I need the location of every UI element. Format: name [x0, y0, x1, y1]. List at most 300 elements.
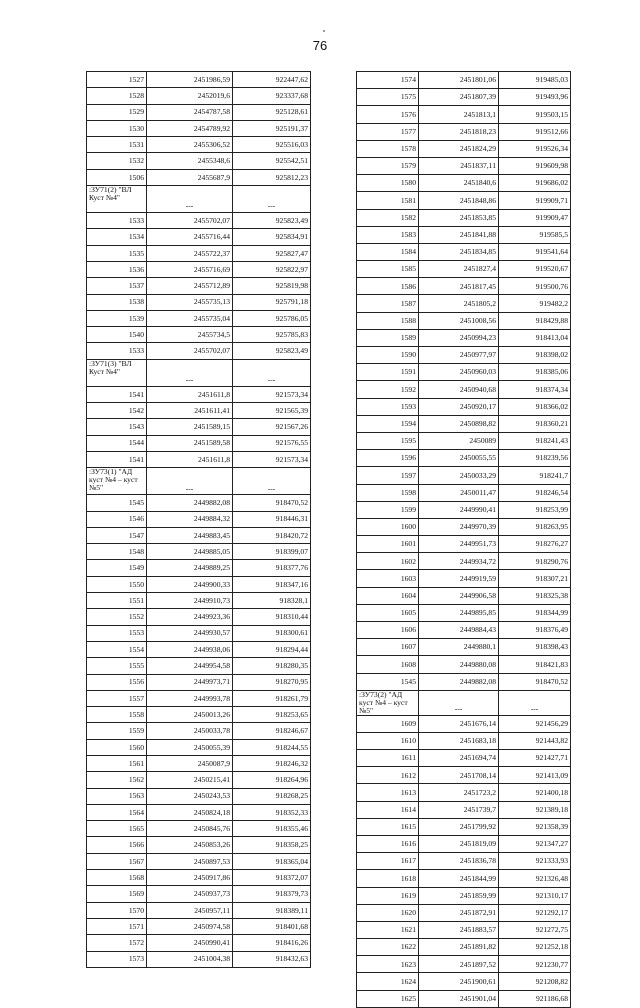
- x-coordinate-cell: 2450897,53: [147, 853, 233, 869]
- point-number-cell: 1559: [87, 723, 147, 739]
- y-coordinate-cell: ---: [233, 186, 311, 213]
- point-number-cell: 1528: [87, 88, 147, 104]
- y-coordinate-cell: 918376,49: [499, 622, 571, 639]
- point-number-cell: 1547: [87, 527, 147, 543]
- x-coordinate-cell: 2450920,17: [419, 398, 499, 415]
- x-coordinate-cell: 2451900,61: [419, 973, 499, 990]
- point-number-cell: 1598: [357, 484, 419, 501]
- x-coordinate-cell: 2450957,11: [147, 902, 233, 918]
- x-coordinate-cell: 2450055,39: [147, 739, 233, 755]
- point-number-cell: 1533: [87, 213, 147, 229]
- point-number-cell: 1542: [87, 403, 147, 419]
- table-row: [357, 243, 571, 260]
- point-number-cell: 1506: [87, 169, 147, 185]
- y-coordinate-cell: 918280,35: [233, 658, 311, 674]
- point-number-cell: 1603: [357, 570, 419, 587]
- x-coordinate-cell: 2449880,1: [419, 639, 499, 656]
- point-number-cell: 1560: [87, 739, 147, 755]
- y-coordinate-cell: 918253,99: [499, 501, 571, 518]
- x-coordinate-cell: 2449895,85: [419, 604, 499, 621]
- y-coordinate-cell: 925128,61: [233, 104, 311, 120]
- y-coordinate-cell: 918352,33: [233, 804, 311, 820]
- point-number-cell: 1566: [87, 837, 147, 853]
- x-coordinate-cell: 2451837,11: [419, 157, 499, 174]
- table-row: [87, 153, 311, 169]
- point-number-cell: 1602: [357, 553, 419, 570]
- y-coordinate-cell: 921565,39: [233, 403, 311, 419]
- point-number-cell: 1580: [357, 175, 419, 192]
- y-coordinate-cell: 918241,7: [499, 467, 571, 484]
- point-number-cell: 1619: [357, 887, 419, 904]
- x-coordinate-cell: 2451004,38: [147, 951, 233, 967]
- table-row: [87, 690, 311, 706]
- table-row: [357, 175, 571, 192]
- x-coordinate-cell: ---: [147, 186, 233, 213]
- y-coordinate-cell: 918470,52: [233, 495, 311, 511]
- table-row: [87, 576, 311, 592]
- y-coordinate-cell: 918470,52: [499, 673, 571, 690]
- x-coordinate-cell: 2451807,39: [419, 89, 499, 106]
- point-number-cell: 1555: [87, 658, 147, 674]
- point-number-cell: 1550: [87, 576, 147, 592]
- y-coordinate-cell: 918347,16: [233, 576, 311, 592]
- table-row: [357, 484, 571, 501]
- x-coordinate-cell: 2450937,73: [147, 886, 233, 902]
- x-coordinate-cell: 2450011,47: [419, 484, 499, 501]
- x-coordinate-cell: 2451805,2: [419, 295, 499, 312]
- y-coordinate-cell: 921230,77: [499, 956, 571, 973]
- table-row: [87, 739, 311, 755]
- table-row: [357, 72, 571, 89]
- point-number-cell: 1548: [87, 544, 147, 560]
- y-coordinate-cell: 918246,32: [233, 755, 311, 771]
- x-coordinate-cell: 2450033,29: [419, 467, 499, 484]
- x-coordinate-cell: 2451801,06: [419, 72, 499, 89]
- y-coordinate-cell: 918377,76: [233, 560, 311, 576]
- y-coordinate-cell: 921333,93: [499, 853, 571, 870]
- point-number-cell: 1552: [87, 609, 147, 625]
- x-coordinate-cell: 2450055,55: [419, 450, 499, 467]
- point-number-cell: 1541: [87, 451, 147, 467]
- y-coordinate-cell: 925786,05: [233, 310, 311, 326]
- section-header-row: [87, 468, 311, 495]
- point-number-cell: 1594: [357, 415, 419, 432]
- x-coordinate-cell: 2451844,99: [419, 870, 499, 887]
- y-coordinate-cell: 919541,64: [499, 243, 571, 260]
- x-coordinate-cell: 2450917,86: [147, 870, 233, 886]
- x-coordinate-cell: 2449906,58: [419, 587, 499, 604]
- point-number-cell: 1539: [87, 310, 147, 326]
- x-coordinate-cell: 2450033,78: [147, 723, 233, 739]
- x-coordinate-cell: 2451683,18: [419, 732, 499, 749]
- table-row: [87, 886, 311, 902]
- table-row: [87, 804, 311, 820]
- y-coordinate-cell: 918429,88: [499, 312, 571, 329]
- y-coordinate-cell: 921310,17: [499, 887, 571, 904]
- x-coordinate-cell: 2455716,44: [147, 229, 233, 245]
- table-row: [87, 451, 311, 467]
- point-number-cell: 1532: [87, 153, 147, 169]
- x-coordinate-cell: 2450974,58: [147, 918, 233, 934]
- y-coordinate-cell: 921326,48: [499, 870, 571, 887]
- y-coordinate-cell: 918239,56: [499, 450, 571, 467]
- y-coordinate-cell: 921413,09: [499, 767, 571, 784]
- x-coordinate-cell: 2450243,53: [147, 788, 233, 804]
- table-row: [87, 104, 311, 120]
- table-row: [357, 673, 571, 690]
- coordinates-table-left: [86, 71, 311, 968]
- x-coordinate-cell: 2451986,59: [147, 72, 233, 88]
- point-number-cell: 1604: [357, 587, 419, 604]
- table-row: [357, 750, 571, 767]
- point-number-cell: 1563: [87, 788, 147, 804]
- point-number-cell: 1595: [357, 432, 419, 449]
- y-coordinate-cell: 918241,43: [499, 432, 571, 449]
- y-coordinate-cell: 918263,95: [499, 518, 571, 535]
- table-row: [357, 835, 571, 852]
- point-number-cell: 1581: [357, 192, 419, 209]
- y-coordinate-cell: 922447,62: [233, 72, 311, 88]
- table-row: [87, 853, 311, 869]
- y-coordinate-cell: ---: [233, 468, 311, 495]
- y-coordinate-cell: 921427,71: [499, 750, 571, 767]
- y-coordinate-cell: 918244,55: [233, 739, 311, 755]
- scan-speck: [323, 30, 325, 32]
- table-row: [357, 450, 571, 467]
- table-row: [87, 837, 311, 853]
- point-number-cell: 1572: [87, 935, 147, 951]
- y-coordinate-cell: 918344,99: [499, 604, 571, 621]
- table-row: [357, 140, 571, 157]
- y-coordinate-cell: 923337,68: [233, 88, 311, 104]
- point-number-cell: 1613: [357, 784, 419, 801]
- point-number-cell: 1544: [87, 435, 147, 451]
- point-number-cell: 1588: [357, 312, 419, 329]
- point-number-cell: 1600: [357, 518, 419, 535]
- table-row: [87, 707, 311, 723]
- x-coordinate-cell: 2451817,45: [419, 278, 499, 295]
- y-coordinate-cell: 918374,34: [499, 381, 571, 398]
- x-coordinate-cell: 2451824,29: [419, 140, 499, 157]
- x-coordinate-cell: 2449990,41: [419, 501, 499, 518]
- x-coordinate-cell: 2455716,69: [147, 261, 233, 277]
- x-coordinate-cell: 2451827,4: [419, 261, 499, 278]
- x-coordinate-cell: ---: [147, 359, 233, 386]
- x-coordinate-cell: 2449993,78: [147, 690, 233, 706]
- y-coordinate-cell: 919609,98: [499, 157, 571, 174]
- x-coordinate-cell: 2455735,04: [147, 310, 233, 326]
- table-row: [357, 639, 571, 656]
- table-row: [357, 157, 571, 174]
- point-number-cell: 1606: [357, 622, 419, 639]
- y-coordinate-cell: ---: [233, 359, 311, 386]
- x-coordinate-cell: 2451891,82: [419, 939, 499, 956]
- y-coordinate-cell: 918300,61: [233, 625, 311, 641]
- y-coordinate-cell: 921186,68: [499, 990, 571, 1007]
- point-number-cell: 1616: [357, 835, 419, 852]
- y-coordinate-cell: 925834,91: [233, 229, 311, 245]
- y-coordinate-cell: 918421,83: [499, 656, 571, 673]
- y-coordinate-cell: 919493,96: [499, 89, 571, 106]
- section-header-row: [87, 359, 311, 386]
- x-coordinate-cell: ---: [419, 690, 499, 715]
- x-coordinate-cell: 2455712,89: [147, 278, 233, 294]
- table-row: [87, 169, 311, 185]
- point-number-cell: 1610: [357, 732, 419, 749]
- point-number-cell: 1557: [87, 690, 147, 706]
- point-number-cell: 1529: [87, 104, 147, 120]
- point-number-cell: 1586: [357, 278, 419, 295]
- point-number-cell: 1554: [87, 641, 147, 657]
- x-coordinate-cell: 2449934,72: [419, 553, 499, 570]
- point-number-cell: 1573: [87, 951, 147, 967]
- table-row: [87, 918, 311, 934]
- table-row: [87, 723, 311, 739]
- table-row: [357, 853, 571, 870]
- point-number-cell: 1558: [87, 707, 147, 723]
- point-number-cell: 1609: [357, 715, 419, 732]
- y-coordinate-cell: 925822,97: [233, 261, 311, 277]
- point-number-cell: 1546: [87, 511, 147, 527]
- section-label-cell: :ЗУ73(2) "АД куст №4 – куст №5": [357, 690, 419, 715]
- y-coordinate-cell: 919485,03: [499, 72, 571, 89]
- x-coordinate-cell: 2449880,08: [419, 656, 499, 673]
- y-coordinate-cell: 925827,47: [233, 245, 311, 261]
- table-row: [87, 419, 311, 435]
- y-coordinate-cell: 918358,25: [233, 837, 311, 853]
- point-number-cell: 1568: [87, 870, 147, 886]
- point-number-cell: 1590: [357, 347, 419, 364]
- table-row: [87, 527, 311, 543]
- point-number-cell: 1587: [357, 295, 419, 312]
- point-number-cell: 1538: [87, 294, 147, 310]
- y-coordinate-cell: 918261,79: [233, 690, 311, 706]
- table-row: [357, 209, 571, 226]
- table-row: [87, 435, 311, 451]
- table-row: [87, 788, 311, 804]
- table-row: [357, 604, 571, 621]
- y-coordinate-cell: 918246,67: [233, 723, 311, 739]
- y-coordinate-cell: 918446,31: [233, 511, 311, 527]
- table-row: [87, 278, 311, 294]
- x-coordinate-cell: 2451901,04: [419, 990, 499, 1007]
- point-number-cell: 1535: [87, 245, 147, 261]
- table-row: [87, 870, 311, 886]
- y-coordinate-cell: 921252,18: [499, 939, 571, 956]
- table-row: [357, 261, 571, 278]
- table-row: [87, 674, 311, 690]
- y-coordinate-cell: 918420,72: [233, 527, 311, 543]
- section-label-cell: :ЗУ71(3) "ВЛ Куст №4": [87, 359, 147, 386]
- point-number-cell: 1620: [357, 904, 419, 921]
- table-row: [87, 772, 311, 788]
- point-number-cell: 1622: [357, 939, 419, 956]
- coordinates-table-right: [356, 71, 571, 1008]
- x-coordinate-cell: 2449882,08: [419, 673, 499, 690]
- point-number-cell: 1617: [357, 853, 419, 870]
- point-number-cell: 1584: [357, 243, 419, 260]
- x-coordinate-cell: 2450089: [419, 432, 499, 449]
- point-number-cell: 1564: [87, 804, 147, 820]
- y-coordinate-cell: 925819,98: [233, 278, 311, 294]
- table-row: [357, 587, 571, 604]
- x-coordinate-cell: 2449883,45: [147, 527, 233, 543]
- table-row: [87, 403, 311, 419]
- x-coordinate-cell: 2450087,9: [147, 755, 233, 771]
- point-number-cell: 1530: [87, 120, 147, 136]
- x-coordinate-cell: 2455734,5: [147, 327, 233, 343]
- x-coordinate-cell: 2449884,32: [147, 511, 233, 527]
- section-header-row: [357, 690, 571, 715]
- x-coordinate-cell: 2451840,6: [419, 175, 499, 192]
- y-coordinate-cell: 918276,27: [499, 536, 571, 553]
- point-number-cell: 1607: [357, 639, 419, 656]
- x-coordinate-cell: 2454787,58: [147, 104, 233, 120]
- y-coordinate-cell: 921573,34: [233, 451, 311, 467]
- x-coordinate-cell: 2451611,8: [147, 386, 233, 402]
- x-coordinate-cell: 2455348,6: [147, 153, 233, 169]
- x-coordinate-cell: 2451589,15: [147, 419, 233, 435]
- y-coordinate-cell: 925823,49: [233, 343, 311, 359]
- y-coordinate-cell: 918399,07: [233, 544, 311, 560]
- x-coordinate-cell: 2449954,58: [147, 658, 233, 674]
- y-coordinate-cell: 925542,51: [233, 153, 311, 169]
- y-coordinate-cell: 921573,34: [233, 386, 311, 402]
- y-coordinate-cell: 919503,15: [499, 106, 571, 123]
- table-row: [357, 570, 571, 587]
- y-coordinate-cell: 921347,27: [499, 835, 571, 852]
- table-row: [87, 560, 311, 576]
- y-coordinate-cell: 918432,63: [233, 951, 311, 967]
- x-coordinate-cell: 2450898,82: [419, 415, 499, 432]
- table-row: [87, 245, 311, 261]
- point-number-cell: 1578: [357, 140, 419, 157]
- table-row: [87, 88, 311, 104]
- x-coordinate-cell: 2451818,23: [419, 123, 499, 140]
- x-coordinate-cell: 2450853,26: [147, 837, 233, 853]
- table-row: [357, 656, 571, 673]
- table-row: [357, 921, 571, 938]
- table-row: [357, 123, 571, 140]
- point-number-cell: 1585: [357, 261, 419, 278]
- y-coordinate-cell: 919526,34: [499, 140, 571, 157]
- x-coordinate-cell: 2451859,99: [419, 887, 499, 904]
- x-coordinate-cell: 2450990,41: [147, 935, 233, 951]
- table-row: [87, 544, 311, 560]
- point-number-cell: 1553: [87, 625, 147, 641]
- point-number-cell: 1537: [87, 278, 147, 294]
- point-number-cell: 1624: [357, 973, 419, 990]
- y-coordinate-cell: 918360,21: [499, 415, 571, 432]
- y-coordinate-cell: 925791,18: [233, 294, 311, 310]
- table-row: [87, 120, 311, 136]
- table-row: [357, 870, 571, 887]
- x-coordinate-cell: 2450940,68: [419, 381, 499, 398]
- point-number-cell: 1589: [357, 329, 419, 346]
- table-row: [357, 801, 571, 818]
- point-number-cell: 1614: [357, 801, 419, 818]
- y-coordinate-cell: 918270,95: [233, 674, 311, 690]
- y-coordinate-cell: 919585,5: [499, 226, 571, 243]
- section-header-row: [87, 186, 311, 213]
- x-coordinate-cell: 2449930,57: [147, 625, 233, 641]
- y-coordinate-cell: 921456,29: [499, 715, 571, 732]
- x-coordinate-cell: 2450977,97: [419, 347, 499, 364]
- table-row: [87, 213, 311, 229]
- table-row: [357, 501, 571, 518]
- table-row: [357, 904, 571, 921]
- y-coordinate-cell: 921272,75: [499, 921, 571, 938]
- x-coordinate-cell: 2451836,78: [419, 853, 499, 870]
- table-row: [87, 658, 311, 674]
- x-coordinate-cell: 2455735,13: [147, 294, 233, 310]
- point-number-cell: 1601: [357, 536, 419, 553]
- table-row: [357, 226, 571, 243]
- table-row: [357, 278, 571, 295]
- section-label-cell: :ЗУ73(1) "АД куст №4 – куст №5": [87, 468, 147, 495]
- point-number-cell: 1615: [357, 818, 419, 835]
- x-coordinate-cell: 2451799,92: [419, 818, 499, 835]
- point-number-cell: 1540: [87, 327, 147, 343]
- table-row: [87, 343, 311, 359]
- table-row: [357, 295, 571, 312]
- point-number-cell: 1567: [87, 853, 147, 869]
- point-number-cell: 1549: [87, 560, 147, 576]
- x-coordinate-cell: 2451611,41: [147, 403, 233, 419]
- point-number-cell: 1618: [357, 870, 419, 887]
- y-coordinate-cell: 918365,04: [233, 853, 311, 869]
- x-coordinate-cell: 2455702,07: [147, 343, 233, 359]
- x-coordinate-cell: 2451841,88: [419, 226, 499, 243]
- x-coordinate-cell: 2455722,37: [147, 245, 233, 261]
- y-coordinate-cell: 918328,1: [233, 593, 311, 609]
- x-coordinate-cell: 2449889,25: [147, 560, 233, 576]
- x-coordinate-cell: 2449900,33: [147, 576, 233, 592]
- x-coordinate-cell: 2450824,18: [147, 804, 233, 820]
- y-coordinate-cell: 918268,25: [233, 788, 311, 804]
- x-coordinate-cell: 2449938,06: [147, 641, 233, 657]
- y-coordinate-cell: 918398,02: [499, 347, 571, 364]
- y-coordinate-cell: 925785,83: [233, 327, 311, 343]
- point-number-cell: 1577: [357, 123, 419, 140]
- x-coordinate-cell: 2450013,26: [147, 707, 233, 723]
- x-coordinate-cell: 2451848,86: [419, 192, 499, 209]
- x-coordinate-cell: 2450215,41: [147, 772, 233, 788]
- point-number-cell: 1536: [87, 261, 147, 277]
- x-coordinate-cell: 2451834,85: [419, 243, 499, 260]
- x-coordinate-cell: 2451676,14: [419, 715, 499, 732]
- page-number: 76: [312, 38, 328, 53]
- point-number-cell: 1534: [87, 229, 147, 245]
- point-number-cell: 1541: [87, 386, 147, 402]
- table-row: [87, 951, 311, 967]
- table-row: [357, 347, 571, 364]
- table-row: [357, 192, 571, 209]
- y-coordinate-cell: 919909,71: [499, 192, 571, 209]
- y-coordinate-cell: 918253,65: [233, 707, 311, 723]
- point-number-cell: 1576: [357, 106, 419, 123]
- table-row: [357, 990, 571, 1007]
- table-row: [87, 310, 311, 326]
- y-coordinate-cell: 919482,2: [499, 295, 571, 312]
- y-coordinate-cell: 918389,11: [233, 902, 311, 918]
- point-number-cell: 1592: [357, 381, 419, 398]
- y-coordinate-cell: 921400,18: [499, 784, 571, 801]
- x-coordinate-cell: 2449923,36: [147, 609, 233, 625]
- table-row: [87, 641, 311, 657]
- table-row: [357, 312, 571, 329]
- x-coordinate-cell: 2449919,59: [419, 570, 499, 587]
